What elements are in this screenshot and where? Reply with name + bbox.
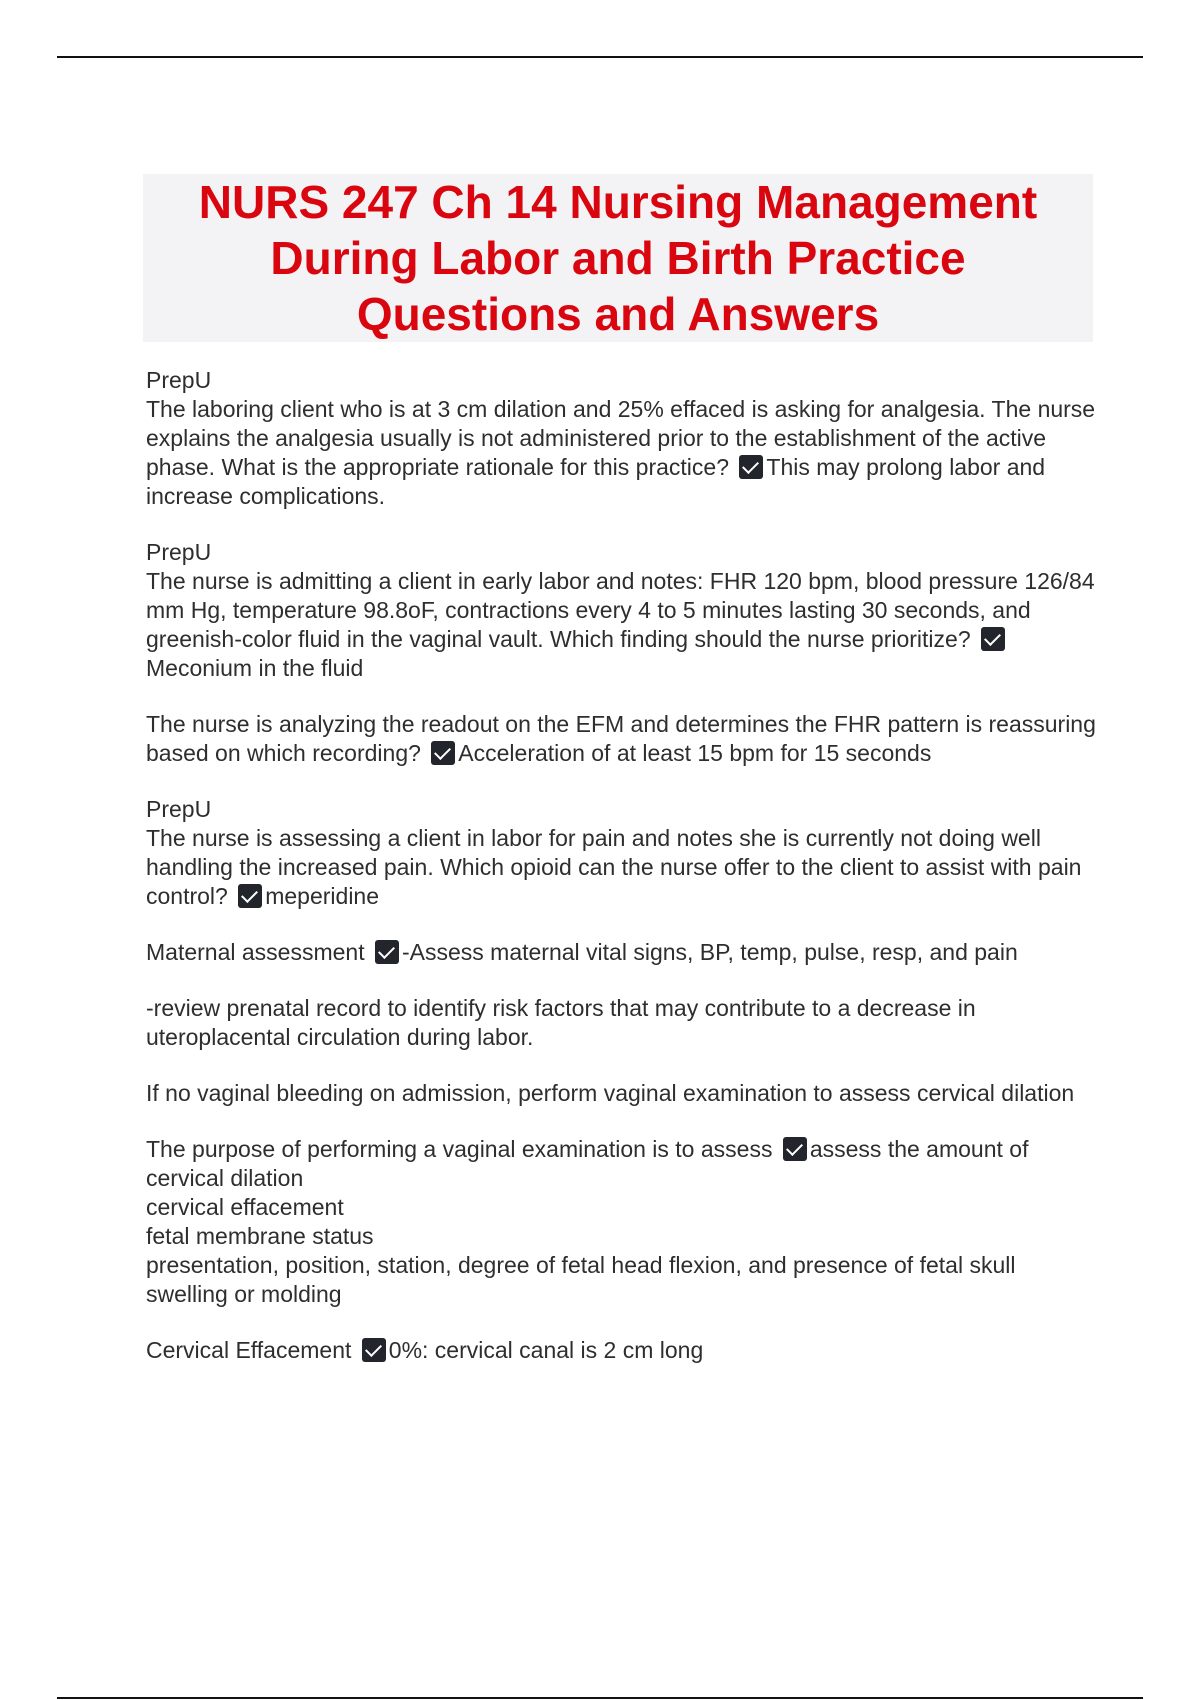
entry-question: The nurse is admitting a client in early labor and notes: FHR 120 bpm, blood pressure 126/84 mm Hg, temperature 98.8oF, contractions every 4 to 5 minutes lasting 30 seconds, and greenish-color fluid in the vaginal vault. Which finding should the nurse prioritize? [146, 568, 1095, 652]
entry-label: PrepU [146, 367, 212, 393]
document-title: NURS 247 Ch 14 Nursing Management During Labor and Birth Practice Questions and Answers [198, 176, 1038, 340]
entry-answer: Meconium in the fluid [146, 655, 364, 681]
qa-list [146, 366, 1096, 1392]
entry-answer: meperidine [265, 883, 380, 909]
checkmark-box-icon [739, 455, 763, 479]
top-divider [57, 56, 1143, 58]
qa-entry-4 [146, 795, 1096, 911]
entry-answer: assess the amount of cervical dilation [146, 1136, 1029, 1191]
checkmark-box-icon [431, 741, 455, 765]
entry-question: Maternal assessment [146, 939, 365, 965]
entry-answer: -Assess maternal vital signs, BP, temp, pulse, resp, and pain [401, 939, 1018, 965]
bottom-divider [57, 1697, 1143, 1699]
entry-label: PrepU [146, 539, 212, 565]
checkmark-box-icon [981, 627, 1005, 651]
text-entry-6 [146, 994, 1096, 1052]
entry-question: The laboring client who is at 3 cm dilation and 25% effaced is asking for analgesia. The nurse explains the analgesia usually is not administered prior to the establishment of the active phase. What is the appropriate rationale for this practice? [146, 396, 1096, 480]
checkmark-box-icon [375, 940, 399, 964]
entry-question: The nurse is analyzing the readout on the EFM and determines the FHR pattern is reassuring based on which recording? [146, 711, 1096, 766]
entry-question: The purpose of performing a vaginal examination is to assess [146, 1136, 773, 1162]
qa-entry-8 [146, 1135, 1096, 1309]
qa-entry-5 [146, 938, 1096, 967]
entry-text: -review prenatal record to identify risk factors that may contribute to a decrease in uteroplacental circulation during labor. [146, 995, 976, 1050]
entry-extra-line: presentation, position, station, degree of fetal head flexion, and presence of fetal skull swelling or molding [146, 1252, 1016, 1307]
checkmark-box-icon [238, 884, 262, 908]
entry-text: If no vaginal bleeding on admission, perform vaginal examination to assess cervical dilation [146, 1080, 1075, 1106]
entry-question: The nurse is assessing a client in labor for pain and notes she is currently not doing well handling the increased pain. Which opioid can the nurse offer to the client to assist with pain control? [146, 825, 1082, 909]
checkmark-box-icon [362, 1338, 386, 1362]
qa-entry-3 [146, 710, 1096, 768]
qa-entry-2 [146, 538, 1096, 683]
entry-answer: Acceleration of at least 15 bpm for 15 seconds [458, 740, 932, 766]
entry-extra-line: fetal membrane status [146, 1223, 374, 1249]
qa-entry-9 [146, 1336, 1096, 1365]
entry-answer: This may prolong labor and increase complications. [146, 454, 1046, 509]
qa-entry-1 [146, 366, 1096, 511]
text-entry-7 [146, 1079, 1096, 1108]
entry-question: Cervical Effacement [146, 1337, 352, 1363]
title-banner [143, 174, 1093, 342]
entry-label: PrepU [146, 796, 212, 822]
entry-extra-line: cervical effacement [146, 1194, 344, 1220]
entry-answer: 0%: cervical canal is 2 cm long [388, 1337, 704, 1363]
checkmark-box-icon [783, 1137, 807, 1161]
